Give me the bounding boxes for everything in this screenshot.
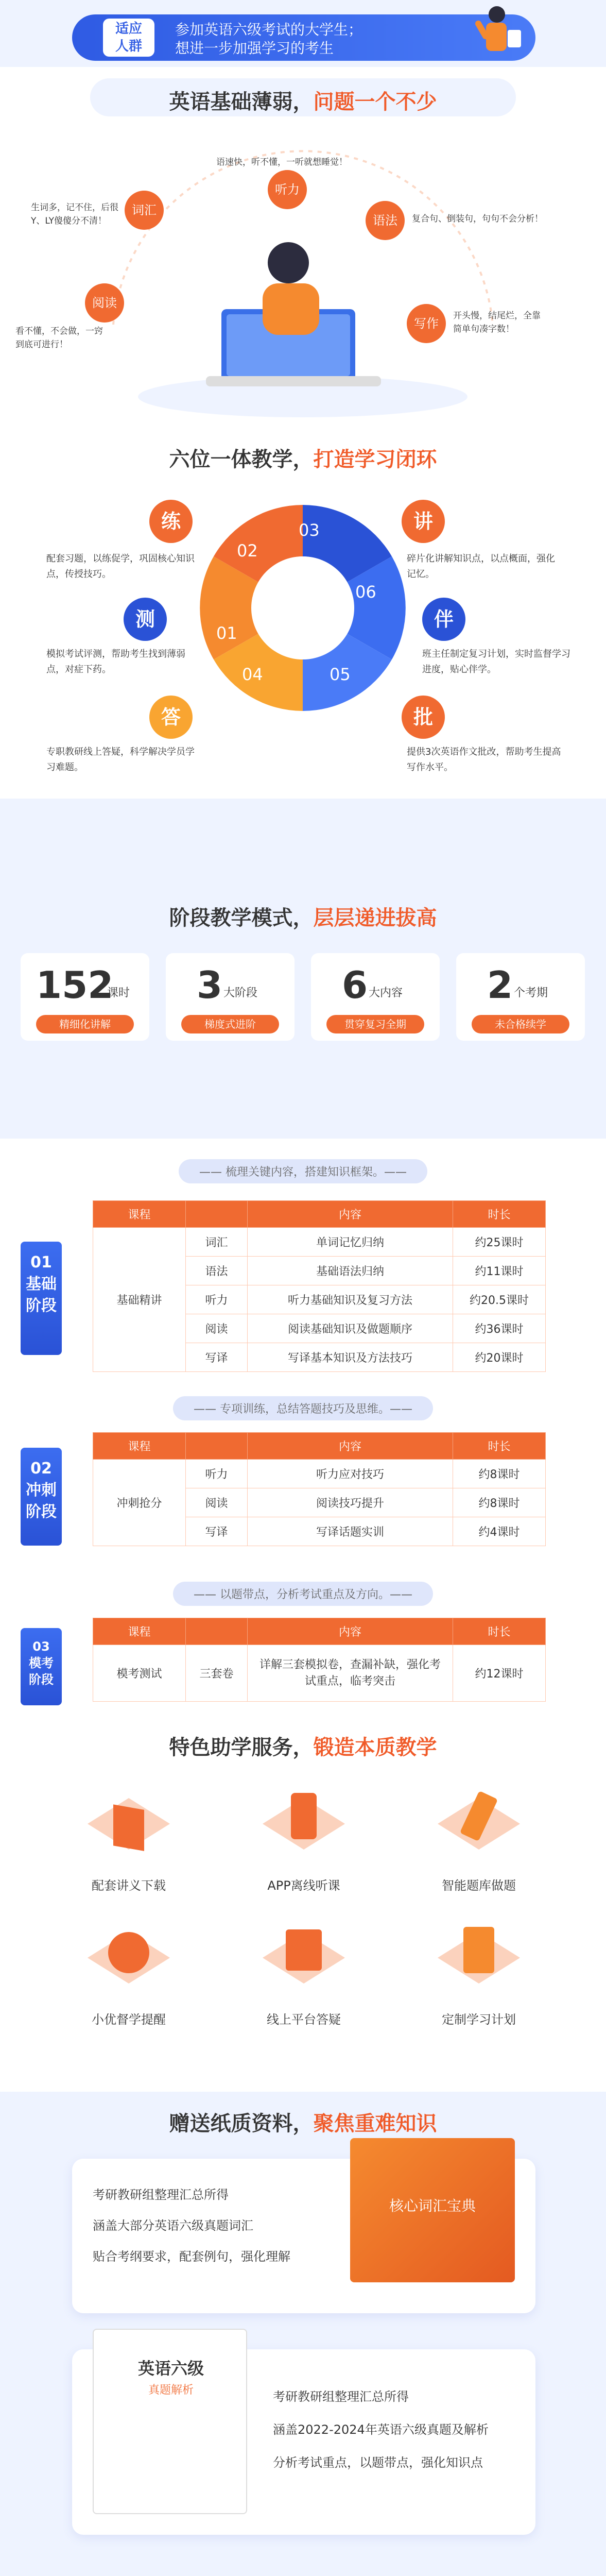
paper-list-item: 考研教研组整理汇总所得 (93, 2188, 229, 2202)
s2-course: 冲刺抢分 (93, 1460, 186, 1546)
stage-tables-section (0, 1139, 606, 1716)
six-ch-pi: 批 (402, 696, 445, 739)
stage-box-num: 6 (342, 963, 368, 1007)
s1-pill: —— 梳理关键内容，搭建知识框架。—— (179, 1159, 427, 1183)
student-illustration (469, 0, 525, 63)
paper-list-1 (93, 2179, 290, 2272)
s2-table (93, 1432, 546, 1546)
six-in-one-section (0, 428, 606, 799)
paper-section (0, 2092, 606, 2576)
s1-cell: 单词记忆归纳 (248, 1228, 453, 1257)
s1-table (93, 1200, 546, 1372)
six-ch-jiang: 讲 (402, 500, 445, 543)
s3-table-wrap (93, 1618, 546, 1702)
s1-cell: 基础语法归纳 (248, 1257, 453, 1285)
stage-box-3 (311, 953, 440, 1041)
s1-cell: 听力基础知识及复习方法 (248, 1285, 453, 1314)
stage-box-1 (21, 953, 149, 1041)
app-offline-icon (252, 1788, 355, 1865)
stage-box-label: 精细化讲解 (36, 1015, 134, 1033)
six-ch-ban: 伴 (422, 598, 465, 641)
handout-download-icon (77, 1788, 180, 1865)
s3-th-blank (186, 1618, 248, 1645)
question-bank-icon (427, 1788, 530, 1865)
six-title: 六位一体教学，打造学习闭环 (169, 448, 437, 471)
stage-box-unit: 个考期 (514, 987, 548, 999)
s2-cell: 写译 (186, 1517, 248, 1546)
s1-cell: 约20课时 (453, 1343, 546, 1372)
s3-cell: 约12课时 (453, 1645, 546, 1702)
svc-label: 配套讲义下载 (92, 1878, 166, 1893)
ring-num-05: 05 (330, 665, 351, 684)
six-ch-da: 答 (149, 696, 193, 739)
paper-list-item: 贴合考纲要求，配套例句，强化理解 (93, 2249, 290, 2264)
s1-cell: 约36课时 (453, 1314, 546, 1343)
weakness-diagram (0, 67, 606, 428)
paper-list-item: 考研教研组整理汇总所得 (273, 2389, 409, 2404)
reminder-icon (77, 1922, 180, 1999)
svc-label: 线上平台答疑 (267, 2012, 341, 2027)
weak-node-grammar-text: 复合句、倒装句，句句不会分析！ (412, 214, 543, 224)
stage-box-4 (456, 953, 585, 1041)
s2-pill: —— 专项训练，总结答题技巧及思维。—— (173, 1396, 433, 1420)
six-ch-ce: 测 (124, 598, 167, 641)
s1-course: 基础精讲 (93, 1228, 186, 1372)
s1-table-wrap (93, 1200, 546, 1372)
stage-mode-section (0, 799, 606, 1139)
ring-num-02: 02 (237, 541, 258, 561)
s3-th: 课程 (93, 1618, 186, 1645)
svc-label: 小优督学提醒 (92, 2012, 166, 2027)
vocab-book-cover (350, 2138, 515, 2282)
s2-th: 时长 (453, 1433, 546, 1460)
s2-cell: 约8课时 (453, 1460, 546, 1488)
s2-cell: 阅读技巧提升 (248, 1488, 453, 1517)
svc-label: 定制学习计划 (442, 2012, 516, 2027)
six-ring-diagram (0, 428, 606, 799)
stage-box-label: 梯度式进阶 (181, 1015, 279, 1033)
top-banner (0, 0, 606, 67)
weak-node-vocab: 词汇 (125, 191, 164, 230)
s2-cell: 听力 (186, 1460, 248, 1488)
ring-num-03: 03 (299, 520, 320, 540)
svc-label: APP离线听课 (267, 1878, 340, 1893)
stage-box-2 (166, 953, 295, 1041)
ring-num-06: 06 (355, 582, 376, 602)
stage-box-num: 2 (487, 963, 513, 1007)
svc-grid (0, 1788, 606, 2076)
svc-label: 智能题库做题 (442, 1878, 516, 1893)
stage-box-unit: 大内容 (369, 987, 403, 999)
s2-cell: 约4课时 (453, 1517, 546, 1546)
s2-cell: 约8课时 (453, 1488, 546, 1517)
book2-title: 英语六级 (137, 2359, 204, 2378)
s3-tag: 03 模考 阶段 (21, 1628, 62, 1705)
six-ch-lian: 练 (149, 500, 193, 543)
six-text-pi: 提供3次英语作文批改，帮助考生提高写作水平。 (407, 747, 561, 773)
stage-box-num: 152 (36, 963, 114, 1007)
stage-box-label: 贯穿复习全期 (326, 1015, 424, 1033)
s1-cell: 约11课时 (453, 1257, 546, 1285)
weak-node-writing-text: 开头慢，结尾烂，全靠简单句凑字数！ (453, 311, 541, 334)
paper-list-item: 涵盖大部分英语六级真题词汇 (93, 2218, 253, 2233)
weakness-section (0, 67, 606, 428)
stage-box-label: 未合格续学 (472, 1015, 569, 1033)
ring-num-04: 04 (242, 665, 263, 684)
s1-cell: 写译 (186, 1343, 248, 1372)
weak-node-writing: 写作 (407, 304, 446, 343)
services-section (0, 1716, 606, 2092)
paper-list-item: 分析考试重点，以题带点，强化知识点 (273, 2455, 483, 2470)
s3-pill-wrap (0, 1582, 606, 1606)
s1-th: 课程 (93, 1201, 186, 1228)
s2-th-blank (186, 1433, 248, 1460)
ring-num-01: 01 (216, 623, 237, 643)
stage-box-num: 3 (197, 963, 223, 1007)
stage-box-unit: 大阶段 (223, 987, 258, 999)
paper-card-2 (72, 2349, 535, 2535)
six-text-lian: 配套习题，以练促学，巩固核心知识点，传授技巧。 (46, 553, 195, 580)
s1-th: 时长 (453, 1201, 546, 1228)
online-qa-icon (252, 1922, 355, 1999)
s2-cell: 阅读 (186, 1488, 248, 1517)
book1-title: 核心词汇宝典 (389, 2197, 476, 2214)
svc-title: 特色助学服务，锻造本质教学 (169, 1736, 437, 1759)
s1-cell: 听力 (186, 1285, 248, 1314)
s1-pill-wrap (0, 1159, 606, 1183)
s1-cell: 阅读基础知识及做题顺序 (248, 1314, 453, 1343)
s1-cell: 约20.5课时 (453, 1285, 546, 1314)
study-plan-icon (427, 1922, 530, 1999)
audience-line-2: 想进一步加强学习的考生 (175, 40, 334, 57)
s3-th: 内容 (248, 1618, 453, 1645)
paper-list-item: 涵盖2022-2024年英语六级真题及解析 (273, 2422, 489, 2437)
stage-box-unit: 课时 (107, 987, 130, 999)
s3-th: 时长 (453, 1618, 546, 1645)
paper-card-1 (72, 2159, 535, 2313)
audience-bar (72, 14, 535, 61)
s2-cell: 写译话题实训 (248, 1517, 453, 1546)
s3-cell: 三套卷 (186, 1645, 248, 1702)
weak-node-vocab-text: 生词多，记不住，后很Y、LY傻傻分不清！ (31, 202, 118, 226)
s2-th: 内容 (248, 1433, 453, 1460)
weak-node-reading: 阅读 (85, 283, 124, 323)
paper-title: 赠送纸质资料，聚焦重难知识 (169, 2112, 437, 2136)
s2-th: 课程 (93, 1433, 186, 1460)
stage-title: 阶段教学模式，层层递进拔高 (169, 906, 437, 930)
audience-text (175, 21, 362, 58)
six-text-jiang: 碎片化讲解知识点，以点概面，强化记忆。 (407, 553, 555, 580)
weak-node-reading-text: 看不懂，不会做，一窍到底可进行！ (15, 326, 103, 350)
s3-cell: 模考测试 (93, 1645, 186, 1702)
s1-cell: 阅读 (186, 1314, 248, 1343)
exam-book-cover (93, 2329, 247, 2514)
s2-tag: 02 冲刺 阶段 (21, 1448, 62, 1546)
s1-cell: 约25课时 (453, 1228, 546, 1257)
audience-tag: 适应 人群 (103, 19, 154, 57)
weak-node-listen: 听力 (268, 170, 307, 209)
s3-cell: 详解三套模拟卷，查漏补缺，强化考试重点，临考突击 (248, 1645, 453, 1702)
s1-tag: 01 基础 阶段 (21, 1242, 62, 1355)
s1-cell: 写译基本知识及方法技巧 (248, 1343, 453, 1372)
six-text-da: 专职教研线上答疑，科学解决学员学习难题。 (46, 747, 195, 773)
book2-sub: 真题解析 (148, 2384, 194, 2397)
audience-line-1: 参加英语六级考试的大学生； (175, 21, 363, 38)
weakness-title: 英语基础薄弱，问题一个不少 (169, 90, 437, 114)
paper-list-2 (273, 2380, 489, 2479)
six-text-ban: 班主任制定复习计划，实时监督学习进度，贴心伴学。 (422, 649, 570, 675)
s1-th-blank (186, 1201, 248, 1228)
s2-table-wrap (93, 1432, 546, 1546)
s1-th: 内容 (248, 1201, 453, 1228)
six-text-ce: 模拟考试评测，帮助考生找到薄弱点，对症下药。 (46, 649, 185, 675)
s3-table (93, 1618, 546, 1702)
weak-node-listen-text: 语速快，听不懂，一听就想睡觉！ (216, 157, 348, 167)
s1-cell: 语法 (186, 1257, 248, 1285)
weak-node-grammar: 语法 (366, 201, 405, 240)
s2-pill-wrap (0, 1396, 606, 1420)
s1-cell: 词汇 (186, 1228, 248, 1257)
s2-cell: 听力应对技巧 (248, 1460, 453, 1488)
s3-pill: —— 以题带点，分析考试重点及方向。—— (173, 1582, 433, 1606)
stage-boxes (21, 953, 585, 1041)
